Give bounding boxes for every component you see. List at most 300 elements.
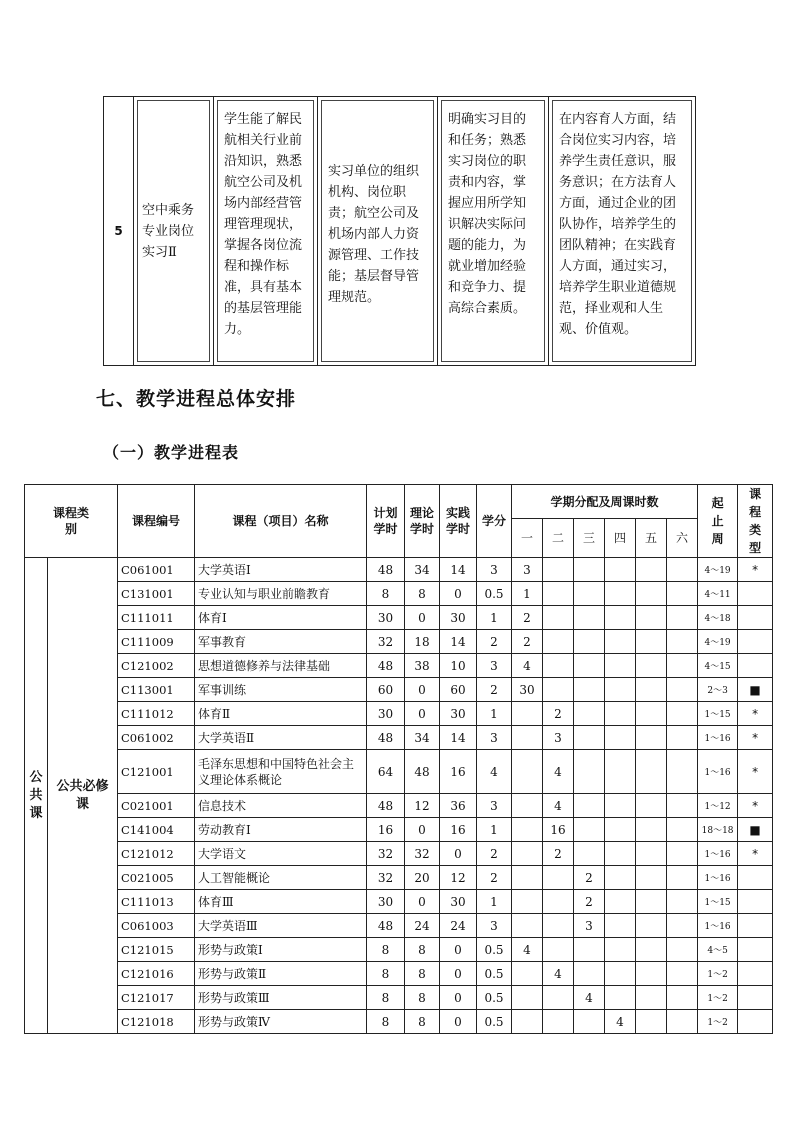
header-semester-5: 五	[636, 519, 667, 558]
semester-3-hours	[574, 842, 605, 866]
semester-6-hours	[667, 630, 698, 654]
course-name: 思想道德修养与法律基础	[195, 654, 367, 678]
semester-3-hours: 2	[574, 866, 605, 890]
header-course-type: 课程类型	[738, 485, 773, 558]
course-code: C131001	[118, 582, 195, 606]
semester-6-hours	[667, 842, 698, 866]
semester-1-hours: 1	[512, 582, 543, 606]
theory-hours: 34	[405, 726, 440, 750]
semester-3-hours	[574, 750, 605, 794]
semester-5-hours	[636, 678, 667, 702]
semester-2-hours	[543, 986, 574, 1010]
header-semester-3: 三	[574, 519, 605, 558]
header-plan-hours: 计划学时	[367, 485, 405, 558]
semester-4-hours	[605, 654, 636, 678]
semester-3-hours	[574, 938, 605, 962]
plan-hours: 64	[367, 750, 405, 794]
plan-hours: 8	[367, 1010, 405, 1034]
semester-6-hours	[667, 750, 698, 794]
semester-2-hours	[543, 654, 574, 678]
semester-1-hours	[512, 986, 543, 1010]
course-name: 形势与政策Ⅳ	[195, 1010, 367, 1034]
theory-hours: 38	[405, 654, 440, 678]
semester-4-hours: 4	[605, 1010, 636, 1034]
plan-hours: 48	[367, 726, 405, 750]
semester-4-hours	[605, 606, 636, 630]
learning-goal: 学生能了解民航相关行业前沿知识，熟悉航空公司及机场内部经营管理管理现状，掌握各岗位流程和操作标准，具有基本的基层管理能力。	[224, 112, 303, 337]
ideology-cell	[549, 97, 696, 366]
course-code: C111009	[118, 630, 195, 654]
semester-1-hours: 4	[512, 938, 543, 962]
row-number: 5	[104, 97, 134, 366]
semester-6-hours	[667, 702, 698, 726]
start-end-weeks: 1～16	[698, 750, 738, 794]
course-type-mark: ■	[738, 818, 773, 842]
plan-hours: 8	[367, 938, 405, 962]
course-name: 大学英语Ⅱ	[195, 726, 367, 750]
plan-hours: 48	[367, 794, 405, 818]
plan-hours: 30	[367, 702, 405, 726]
semester-3-hours: 3	[574, 914, 605, 938]
practice-hours: 12	[440, 866, 477, 890]
semester-6-hours	[667, 866, 698, 890]
header-semester-1: 一	[512, 519, 543, 558]
semester-5-hours	[636, 938, 667, 962]
semester-3-hours	[574, 794, 605, 818]
course-type-mark: *	[738, 702, 773, 726]
theory-hours: 24	[405, 914, 440, 938]
credits: 2	[477, 866, 512, 890]
semester-5-hours	[636, 1010, 667, 1034]
semester-4-hours	[605, 726, 636, 750]
course-name: 大学语文	[195, 842, 367, 866]
practice-hours: 16	[440, 750, 477, 794]
table-row	[25, 726, 773, 750]
semester-4-hours	[605, 558, 636, 582]
subsection-title: （一）教学进程表	[103, 443, 240, 462]
category-level-2: 公共必修课	[48, 558, 118, 1034]
credits: 1	[477, 702, 512, 726]
table-row	[25, 890, 773, 914]
course-code: C121017	[118, 986, 195, 1010]
table-row	[25, 606, 773, 630]
semester-2-hours	[543, 938, 574, 962]
course-name: 信息技术	[195, 794, 367, 818]
start-end-weeks: 1～16	[698, 914, 738, 938]
plan-hours: 8	[367, 582, 405, 606]
course-code: C121018	[118, 1010, 195, 1034]
semester-5-hours	[636, 890, 667, 914]
practice-hours: 30	[440, 890, 477, 914]
semester-5-hours	[636, 750, 667, 794]
table-row	[25, 962, 773, 986]
table-row	[25, 818, 773, 842]
course-name: 形势与政策Ⅲ	[195, 986, 367, 1010]
semester-2-hours	[543, 582, 574, 606]
semester-2-hours: 4	[543, 750, 574, 794]
semester-4-hours	[605, 938, 636, 962]
section-title: 七、教学进程总体安排	[96, 388, 297, 410]
practice-hours: 30	[440, 702, 477, 726]
practice-hours: 36	[440, 794, 477, 818]
semester-4-hours	[605, 890, 636, 914]
practice-hours: 30	[440, 606, 477, 630]
start-end-weeks: 18～18	[698, 818, 738, 842]
header-theory-hours: 理论学时	[405, 485, 440, 558]
category-level-1: 公共课	[25, 558, 48, 1034]
course-type-mark: *	[738, 750, 773, 794]
table-row	[25, 914, 773, 938]
theory-hours: 34	[405, 558, 440, 582]
header-semester-6: 六	[667, 519, 698, 558]
course-code: C021001	[118, 794, 195, 818]
semester-5-hours	[636, 986, 667, 1010]
header-name: 课程（项目）名称	[195, 485, 367, 558]
internship-content: 实习单位的组织机构、岗位职责；航空公司及机场内部人力资源管理、工作技能；基层督导管理规范。	[328, 164, 420, 305]
semester-4-hours	[605, 750, 636, 794]
course-code: C061001	[118, 558, 195, 582]
practice-hours: 60	[440, 678, 477, 702]
semester-3-hours	[574, 606, 605, 630]
content-cell	[318, 97, 438, 366]
header-weeks: 起止周	[698, 485, 738, 558]
start-end-weeks: 4～5	[698, 938, 738, 962]
start-end-weeks: 1～16	[698, 866, 738, 890]
table-row	[25, 986, 773, 1010]
internship-name: 空中乘务专业岗位实习Ⅱ	[142, 202, 195, 260]
credits: 2	[477, 630, 512, 654]
plan-hours: 16	[367, 818, 405, 842]
semester-6-hours	[667, 914, 698, 938]
semester-5-hours	[636, 962, 667, 986]
semester-5-hours	[636, 914, 667, 938]
theory-hours: 0	[405, 678, 440, 702]
course-code: C113001	[118, 678, 195, 702]
course-code: C121002	[118, 654, 195, 678]
table-row	[25, 842, 773, 866]
semester-1-hours	[512, 866, 543, 890]
credits: 3	[477, 726, 512, 750]
start-end-weeks: 1～15	[698, 890, 738, 914]
semester-5-hours	[636, 654, 667, 678]
course-code: C121012	[118, 842, 195, 866]
header-semester-group: 学期分配及周课时数	[512, 485, 698, 519]
course-code: C021005	[118, 866, 195, 890]
semester-3-hours: 2	[574, 890, 605, 914]
credits: 3	[477, 914, 512, 938]
semester-5-hours	[636, 702, 667, 726]
practice-hours: 0	[440, 582, 477, 606]
semester-3-hours	[574, 962, 605, 986]
credits: 3	[477, 558, 512, 582]
course-type-mark	[738, 962, 773, 986]
header-category: 课程类别	[25, 485, 118, 558]
credits: 0.5	[477, 986, 512, 1010]
course-code: C121015	[118, 938, 195, 962]
credits: 1	[477, 818, 512, 842]
table-row	[25, 866, 773, 890]
theory-hours: 0	[405, 818, 440, 842]
semester-3-hours	[574, 702, 605, 726]
semester-2-hours: 3	[543, 726, 574, 750]
start-end-weeks: 4～18	[698, 606, 738, 630]
header-credits: 学分	[477, 485, 512, 558]
header-practice-hours: 实践学时	[440, 485, 477, 558]
credits: 0.5	[477, 962, 512, 986]
plan-hours: 32	[367, 842, 405, 866]
semester-4-hours	[605, 866, 636, 890]
practice-hours: 0	[440, 842, 477, 866]
theory-hours: 32	[405, 842, 440, 866]
credits: 3	[477, 794, 512, 818]
semester-6-hours	[667, 962, 698, 986]
internship-row	[104, 97, 696, 366]
semester-1-hours	[512, 914, 543, 938]
theory-hours: 8	[405, 582, 440, 606]
start-end-weeks: 4～15	[698, 654, 738, 678]
semester-1-hours	[512, 1010, 543, 1034]
course-name: 专业认知与职业前瞻教育	[195, 582, 367, 606]
table-row	[25, 938, 773, 962]
plan-hours: 48	[367, 914, 405, 938]
plan-hours: 48	[367, 558, 405, 582]
course-name: 军事教育	[195, 630, 367, 654]
start-end-weeks: 1～16	[698, 842, 738, 866]
practice-hours: 24	[440, 914, 477, 938]
credits: 1	[477, 606, 512, 630]
semester-4-hours	[605, 842, 636, 866]
course-type-mark	[738, 986, 773, 1010]
semester-1-hours	[512, 702, 543, 726]
course-type-mark	[738, 914, 773, 938]
semester-6-hours	[667, 794, 698, 818]
semester-6-hours	[667, 654, 698, 678]
semester-1-hours	[512, 890, 543, 914]
theory-hours: 0	[405, 890, 440, 914]
course-name: 体育Ⅲ	[195, 890, 367, 914]
semester-2-hours	[543, 914, 574, 938]
practice-hours: 10	[440, 654, 477, 678]
credits: 0.5	[477, 938, 512, 962]
course-code: C121016	[118, 962, 195, 986]
course-type-mark: ■	[738, 678, 773, 702]
course-code: C121001	[118, 750, 195, 794]
plan-hours: 32	[367, 866, 405, 890]
semester-6-hours	[667, 726, 698, 750]
semester-2-hours: 4	[543, 962, 574, 986]
course-name: 体育Ⅰ	[195, 606, 367, 630]
plan-hours: 8	[367, 986, 405, 1010]
start-end-weeks: 1～2	[698, 1010, 738, 1034]
semester-1-hours	[512, 842, 543, 866]
table-row	[25, 654, 773, 678]
course-name: 军事训练	[195, 678, 367, 702]
table-row	[25, 750, 773, 794]
course-type-mark: *	[738, 842, 773, 866]
internship-requirement: 明确实习目的和任务；熟悉实习岗位的职责和内容，掌握应用所学知识解决实际问题的能力，为就业增加经验和竞争力、提高综合素质。	[448, 112, 527, 316]
start-end-weeks: 4～19	[698, 630, 738, 654]
semester-5-hours	[636, 866, 667, 890]
semester-4-hours	[605, 986, 636, 1010]
semester-1-hours	[512, 962, 543, 986]
theory-hours: 0	[405, 606, 440, 630]
course-type-mark	[738, 582, 773, 606]
start-end-weeks: 4～19	[698, 558, 738, 582]
course-name: 大学英语Ⅲ	[195, 914, 367, 938]
semester-5-hours	[636, 794, 667, 818]
semester-5-hours	[636, 558, 667, 582]
semester-6-hours	[667, 890, 698, 914]
semester-4-hours	[605, 678, 636, 702]
credits: 3	[477, 654, 512, 678]
semester-3-hours: 4	[574, 986, 605, 1010]
semester-1-hours: 30	[512, 678, 543, 702]
practice-hours: 14	[440, 630, 477, 654]
course-code: C141004	[118, 818, 195, 842]
theory-hours: 0	[405, 702, 440, 726]
course-name: 劳动教育Ⅰ	[195, 818, 367, 842]
plan-hours: 60	[367, 678, 405, 702]
theory-hours: 12	[405, 794, 440, 818]
semester-2-hours	[543, 890, 574, 914]
plan-hours: 32	[367, 630, 405, 654]
semester-5-hours	[636, 842, 667, 866]
table-row	[25, 558, 773, 582]
theory-hours: 8	[405, 938, 440, 962]
semester-1-hours: 2	[512, 606, 543, 630]
credits: 1	[477, 890, 512, 914]
course-type-mark	[738, 654, 773, 678]
practice-hours: 0	[440, 1010, 477, 1034]
plan-hours: 48	[367, 654, 405, 678]
semester-1-hours: 2	[512, 630, 543, 654]
ideology-education: 在内容育人方面，结合岗位实习内容，培养学生责任意识，服务意识；在方法育人方面，通过企业的团队协作，培养学生的团队精神；在实践育人方面，通过实习，培养学生职业道德规范，择业观和人生观、价值观。	[559, 112, 677, 337]
semester-6-hours	[667, 606, 698, 630]
semester-2-hours: 4	[543, 794, 574, 818]
internship-name-cell	[134, 97, 214, 366]
header-semester-2: 二	[543, 519, 574, 558]
semester-3-hours	[574, 678, 605, 702]
table-row	[25, 678, 773, 702]
start-end-weeks: 1～2	[698, 962, 738, 986]
semester-2-hours: 16	[543, 818, 574, 842]
plan-hours: 8	[367, 962, 405, 986]
semester-2-hours	[543, 678, 574, 702]
table-row	[25, 702, 773, 726]
semester-4-hours	[605, 914, 636, 938]
credits: 0.5	[477, 582, 512, 606]
start-end-weeks: 4～11	[698, 582, 738, 606]
practice-hours: 0	[440, 938, 477, 962]
start-end-weeks: 1～16	[698, 726, 738, 750]
practice-hours: 0	[440, 962, 477, 986]
semester-4-hours	[605, 962, 636, 986]
course-type-mark	[738, 866, 773, 890]
requirement-cell	[438, 97, 549, 366]
semester-4-hours	[605, 818, 636, 842]
credits: 2	[477, 842, 512, 866]
semester-4-hours	[605, 582, 636, 606]
table-row	[25, 582, 773, 606]
semester-6-hours	[667, 558, 698, 582]
table-row	[25, 794, 773, 818]
semester-2-hours	[543, 866, 574, 890]
teaching-schedule-table	[24, 484, 773, 1034]
course-code: C061002	[118, 726, 195, 750]
semester-6-hours	[667, 818, 698, 842]
course-code: C061003	[118, 914, 195, 938]
semester-2-hours: 2	[543, 702, 574, 726]
internship-table	[103, 96, 696, 366]
semester-2-hours: 2	[543, 842, 574, 866]
course-type-mark: *	[738, 726, 773, 750]
course-type-mark	[738, 1010, 773, 1034]
credits: 0.5	[477, 1010, 512, 1034]
semester-2-hours	[543, 606, 574, 630]
semester-2-hours	[543, 558, 574, 582]
plan-hours: 30	[367, 890, 405, 914]
course-name: 形势与政策Ⅰ	[195, 938, 367, 962]
theory-hours: 8	[405, 986, 440, 1010]
semester-3-hours	[574, 654, 605, 678]
theory-hours: 18	[405, 630, 440, 654]
semester-1-hours	[512, 794, 543, 818]
credits: 4	[477, 750, 512, 794]
semester-3-hours	[574, 630, 605, 654]
semester-1-hours: 3	[512, 558, 543, 582]
semester-5-hours	[636, 582, 667, 606]
semester-3-hours	[574, 1010, 605, 1034]
learning-goal-cell	[214, 97, 318, 366]
practice-hours: 0	[440, 986, 477, 1010]
start-end-weeks: 1～12	[698, 794, 738, 818]
semester-1-hours	[512, 818, 543, 842]
course-type-mark	[738, 890, 773, 914]
practice-hours: 16	[440, 818, 477, 842]
theory-hours: 8	[405, 1010, 440, 1034]
header-code: 课程编号	[118, 485, 195, 558]
practice-hours: 14	[440, 726, 477, 750]
course-code: C111013	[118, 890, 195, 914]
semester-3-hours	[574, 726, 605, 750]
course-name: 大学英语Ⅰ	[195, 558, 367, 582]
table-row	[25, 630, 773, 654]
course-type-mark	[738, 630, 773, 654]
semester-6-hours	[667, 1010, 698, 1034]
course-type-mark	[738, 606, 773, 630]
course-type-mark: *	[738, 558, 773, 582]
semester-1-hours	[512, 726, 543, 750]
start-end-weeks: 1～15	[698, 702, 738, 726]
semester-4-hours	[605, 794, 636, 818]
course-type-mark: *	[738, 794, 773, 818]
semester-6-hours	[667, 678, 698, 702]
theory-hours: 8	[405, 962, 440, 986]
semester-1-hours	[512, 750, 543, 794]
course-name: 形势与政策Ⅱ	[195, 962, 367, 986]
header-row-1	[25, 485, 773, 519]
header-semester-4: 四	[605, 519, 636, 558]
theory-hours: 20	[405, 866, 440, 890]
course-type-mark	[738, 938, 773, 962]
semester-5-hours	[636, 606, 667, 630]
schedule-body	[25, 558, 773, 1034]
semester-4-hours	[605, 630, 636, 654]
table-row	[25, 1010, 773, 1034]
semester-2-hours	[543, 1010, 574, 1034]
start-end-weeks: 1～2	[698, 986, 738, 1010]
credits: 2	[477, 678, 512, 702]
